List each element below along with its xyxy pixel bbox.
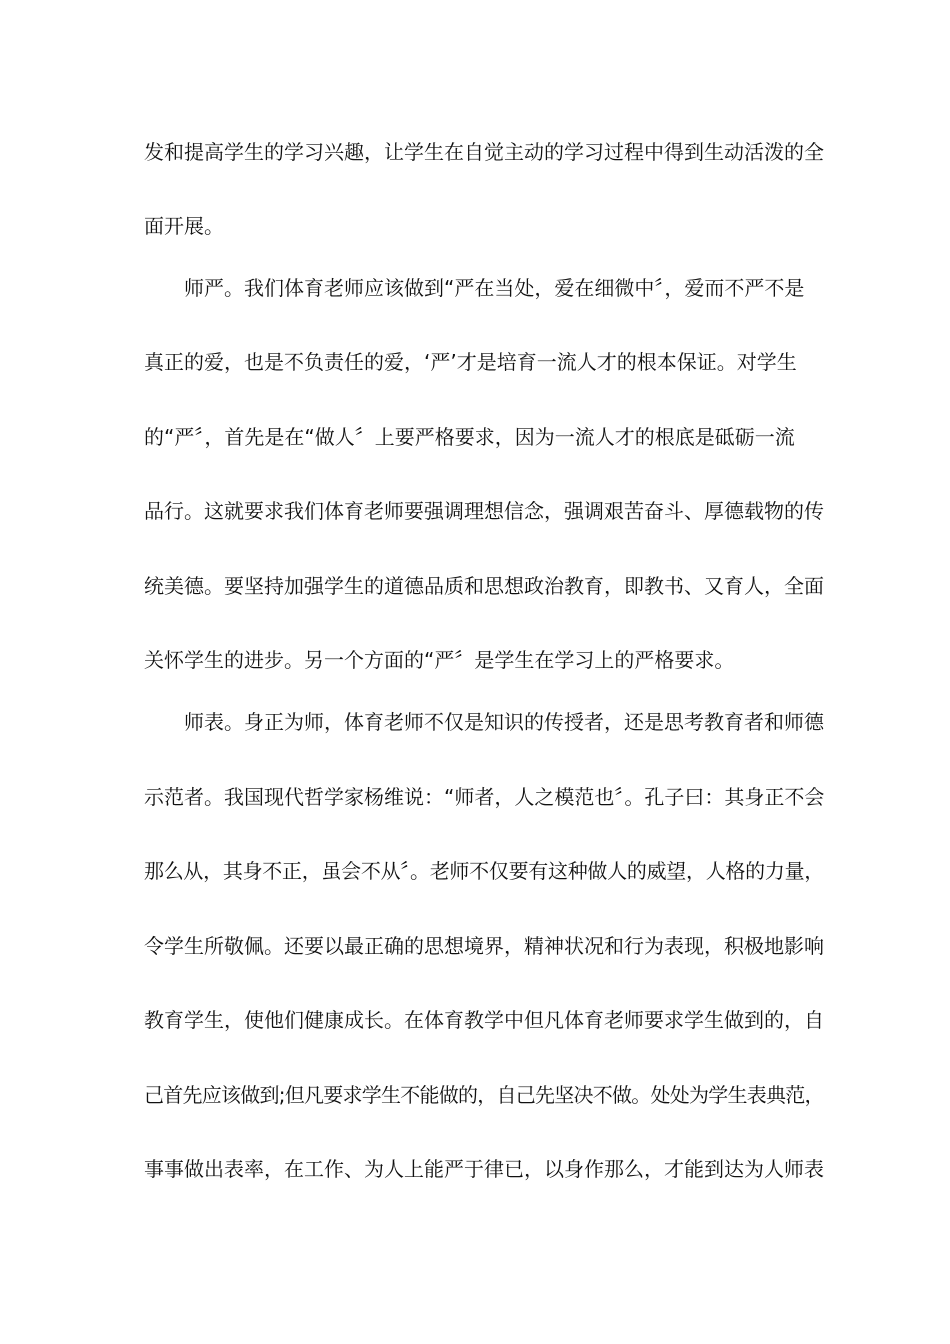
text-line: 面开展。 bbox=[144, 214, 224, 238]
text-line: 的“严〞，首先是在“做人〞上要严格要求，因为一流人才的根底是砥砺一流 bbox=[144, 425, 795, 449]
text-line: 令学生所敬佩。还要以最正确的思想境界，精神状况和行为表现，积极地影响 bbox=[144, 934, 824, 958]
text-line: 关怀学生的进步。另一个方面的“严〞是学生在学习上的严格要求。 bbox=[144, 648, 735, 672]
paragraph-start-line: 师严。我们体育老师应该做到“严在当处，爱在细微中〞，爱而不严不是 bbox=[184, 276, 805, 300]
text-line: 教育学生，使他们健康成长。在体育教学中但凡体育老师要求学生做到的，自 bbox=[144, 1008, 824, 1032]
text-line: 统美德。要坚持加强学生的道德品质和思想政治教育，即教书、又育人，全面 bbox=[144, 574, 824, 598]
text-line: 那么从，其身不正，虽会不从〞。老师不仅要有这种做人的威望，人格的力量， bbox=[144, 859, 824, 883]
paragraph-start-line: 师表。身正为师，体育老师不仅是知识的传授者，还是思考教育者和师德 bbox=[184, 710, 824, 734]
text-line: 己首先应该做到;但凡要求学生不能做的，自己先坚决不做。处处为学生表典范， bbox=[144, 1083, 824, 1107]
text-line: 事事做出表率，在工作、为人上能严于律已，以身作那么，才能到达为人师表 bbox=[144, 1157, 824, 1181]
text-line: 发和提高学生的学习兴趣，让学生在自觉主动的学习过程中得到生动活泼的全 bbox=[144, 140, 824, 164]
text-line: 品行。这就要求我们体育老师要强调理想信念，强调艰苦奋斗、厚德载物的传 bbox=[144, 499, 824, 523]
text-line: 真正的爱，也是不负责任的爱，‘严’才是培育一流人才的根本保证。对学生 bbox=[144, 350, 797, 374]
text-line: 示范者。我国现代哲学家杨维说：“师者，人之模范也〞。孔子曰：其身正不会 bbox=[144, 785, 825, 809]
